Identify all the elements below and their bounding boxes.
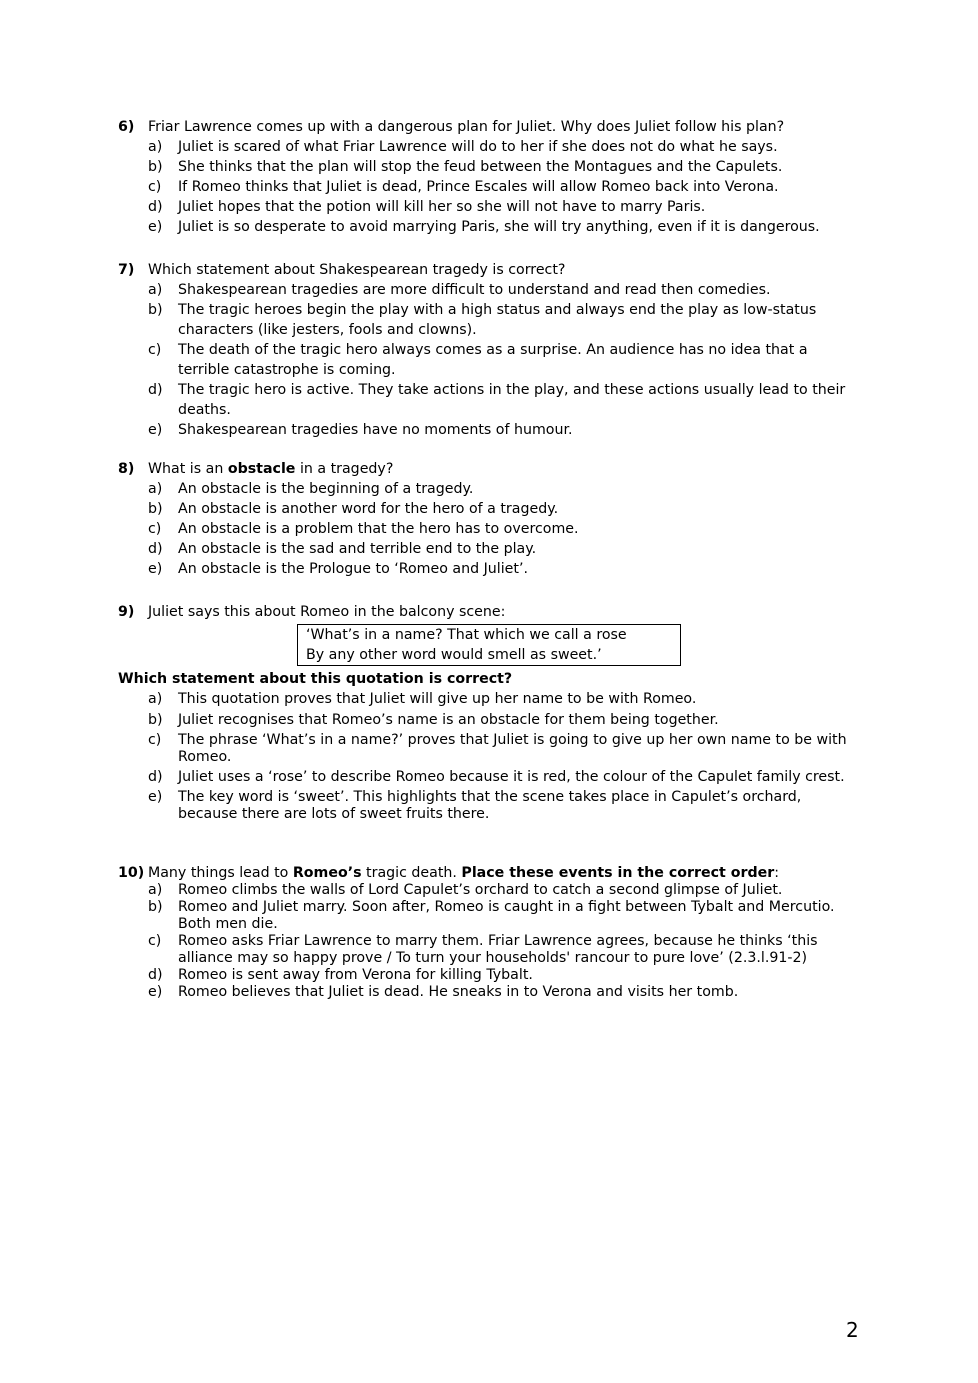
question-stem: [118, 260, 858, 280]
question-number: 10): [118, 865, 145, 881]
option-e: e) An obstacle is the Prologue to ‘Romeo and Juliet’.: [148, 561, 528, 577]
option-c: c) If Romeo thinks that Juliet is dead, Prince Escales will allow Romeo back into Verona.: [148, 179, 779, 195]
option-a: a) Shakespearean tragedies are more difficult to understand and read then comedies.: [148, 282, 771, 298]
option-d: d) Juliet hopes that the potion will kill her so she will not have to marry Paris.: [148, 199, 706, 215]
question-text: Juliet says this about Romeo in the balcony scene:: [148, 604, 506, 620]
option-a: a) Juliet is scared of what Friar Lawrence will do to her if she does not do what he says.: [148, 139, 778, 155]
option-b: b) The tragic heroes begin the play with a high status and always end the play as low-status characters (like jesters, fools and clowns).: [148, 302, 817, 338]
option-d: d) Romeo is sent away from Verona for killing Tybalt.: [148, 967, 533, 983]
quotation-question: Which statement about this quotation is correct?: [118, 671, 513, 687]
quote-line-1: ‘What’s in a name? That which we call a rose: [306, 627, 627, 643]
option-c: c) An obstacle is a problem that the hero has to overcome.: [148, 521, 579, 537]
option-e: e) Juliet is so desperate to avoid marrying Paris, she will try anything, even if it is dangerous.: [148, 219, 820, 235]
question-10: [118, 865, 858, 1001]
option-c: c) Romeo asks Friar Lawrence to marry them. Friar Lawrence agrees, because he thinks ‘this alliance may so happy prove / To turn your households' rancour to pure love’ (2.3.l.91-2): [148, 933, 818, 966]
option-b: b) An obstacle is another word for the hero of a tragedy.: [148, 501, 559, 517]
quotation-box: [297, 624, 681, 666]
question-8: [118, 459, 858, 579]
page-number: 2: [846, 1318, 859, 1342]
question-9-options: [118, 689, 858, 823]
question-stem: 8) What is an obstacle in a tragedy?: [118, 461, 394, 477]
question-text: Friar Lawrence comes up with a dangerous plan for Juliet. Why does Juliet follow his plan?: [148, 119, 785, 135]
question-number: 9): [118, 604, 135, 620]
option-d: d) The tragic hero is active. They take actions in the play, and these actions usually lead to their deaths.: [148, 382, 846, 418]
option-c: c) The phrase ‘What’s in a name?’ proves that Juliet is going to give up her own name to be with Romeo.: [148, 732, 847, 765]
question-stem: [118, 602, 858, 622]
question-number: 7): [118, 262, 135, 278]
option-c: c) The death of the tragic hero always comes as a surprise. An audience has no idea that a terrible catastrophe is coming.: [148, 342, 808, 378]
question-number: 6): [118, 119, 135, 135]
option-a: a) An obstacle is the beginning of a tragedy.: [148, 481, 474, 497]
option-e: e) Shakespearean tragedies have no moments of humour.: [148, 422, 573, 438]
option-d: d) An obstacle is the sad and terrible end to the play.: [148, 541, 537, 557]
question-text: Which statement about Shakespearean tragedy is correct?: [148, 262, 566, 278]
option-b: b) Romeo and Juliet marry. Soon after, Romeo is caught in a fight between Tybalt and Mercutio. Both men die.: [148, 899, 835, 932]
option-d: d) Juliet uses a ‘rose’ to describe Romeo because it is red, the colour of the Capulet family crest.: [148, 769, 845, 785]
option-b: b) She thinks that the plan will stop the feud between the Montagues and the Capulets.: [148, 159, 783, 175]
option-b: b) Juliet recognises that Romeo’s name is an obstacle for them being together.: [148, 712, 719, 728]
option-a: a) This quotation proves that Juliet will give up her name to be with Romeo.: [148, 691, 697, 707]
question-number: 8): [118, 461, 135, 477]
question-7: [118, 260, 858, 440]
keyword: obstacle: [227, 461, 296, 477]
question-9: [118, 602, 858, 622]
question-6: [118, 117, 858, 237]
option-e: e) Romeo believes that Juliet is dead. He sneaks in to Verona and visits her tomb.: [148, 984, 739, 1000]
option-e: e) The key word is ‘sweet’. This highlights that the scene takes place in Capulet’s orchard, because there are lots of sweet fruits there.: [148, 789, 802, 822]
option-a: a) Romeo climbs the walls of Lord Capulet’s orchard to catch a second glimpse of Juliet.: [148, 882, 783, 898]
quote-line-2: By any other word would smell as sweet.’: [306, 647, 602, 663]
question-stem: [118, 117, 858, 137]
question-stem: 10) Many things lead to Romeo’s tragic death. Place these events in the correct order:: [118, 865, 780, 881]
